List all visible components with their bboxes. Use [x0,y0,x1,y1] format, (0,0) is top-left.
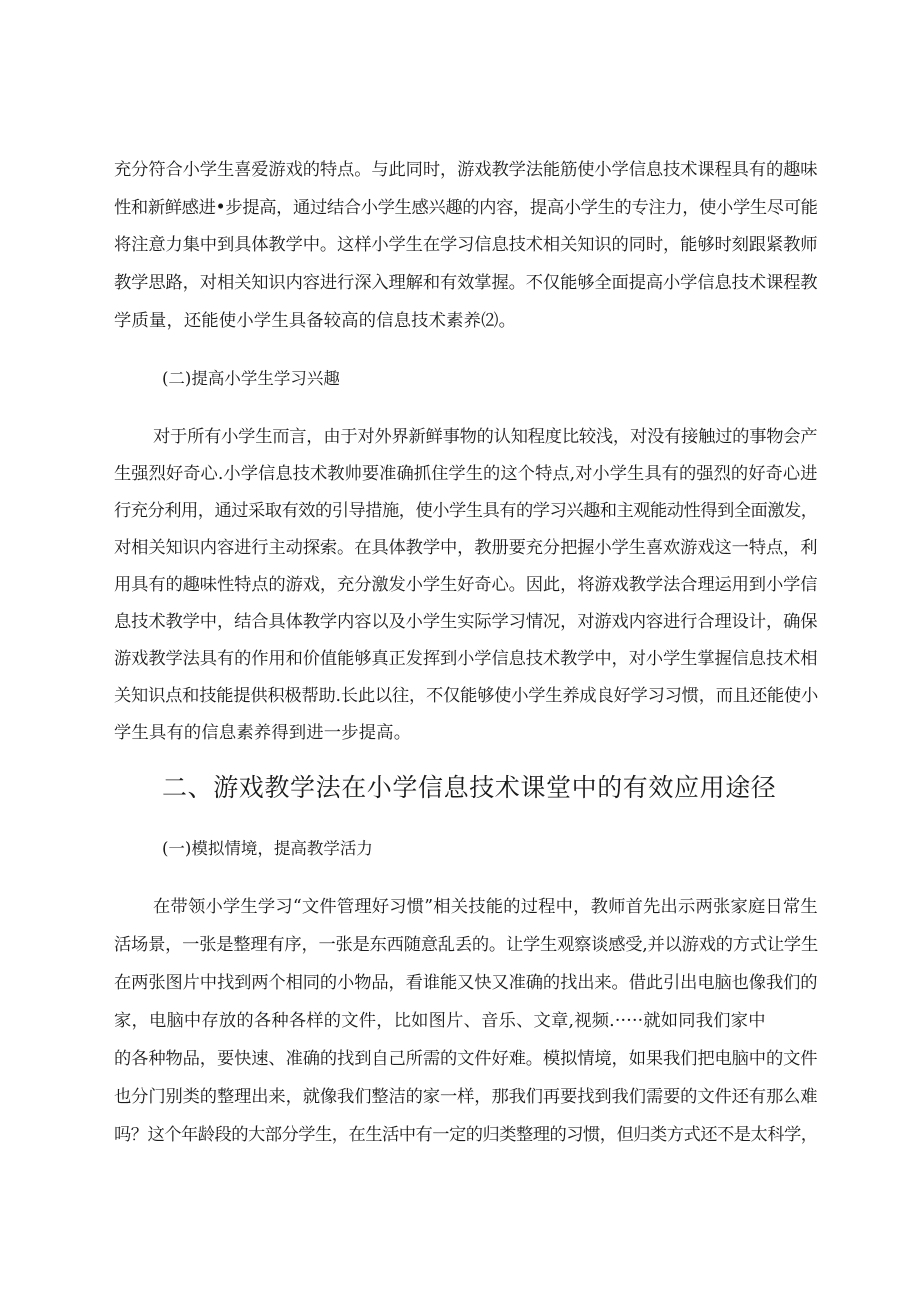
paragraph-2-line: 对相关知识内容进行主动探索。在具体教学中，教册要充分把握小学生喜欢游戏这一特点，利 [114,538,818,558]
paragraph-1-line: 性和新鲜感进•步提高，通过结合小学生感兴趣的内容，提高小学生的专注力，使小学生尽可能 [114,198,818,218]
paragraph-1-line: 将注意力集中到具体教学中。这样小学生在学习信息技术相关知识的同时，能够时刻跟紧教师 [114,235,818,255]
section-heading: 二、游戏教学法在小学信息技术课堂中的有效应用途径 [162,773,777,802]
paragraph-3-line: 在带领小学生学习“文件管理好习惯”相关技能的过程中，教师首先出示两张家庭日常生 [153,897,818,917]
subheading-3: (一)模拟情境，提高教学活力 [162,839,373,858]
paragraph-3-line: 也分门别类的整理出来，就像我们整洁的家一样，那我们再要找到我们需要的文件还有那么难 [114,1087,818,1107]
paragraph-3-line: 家，电脑中存放的各种各样的文件，比如图片、音乐、文章,视频.·····就如同我们家中 [114,1011,766,1031]
paragraph-2-line: 息技术教学中，结合具体教学内容以及小学生实际学习情况，对游戏内容进行合理设计，确保 [114,612,818,632]
paragraph-3-line: 吗？这个年龄段的大部分学生，在生活中有一定的归类整理的习惯，但归类方式还不是太科学， [114,1125,818,1145]
paragraph-1-line: 学质量，还能使小学生具备较高的信息技术素养⑵。 [114,311,517,331]
paragraph-2-line: 对于所有小学生而言，由于对外界新鲜事物的认知程度比较浅，对没有接触过的事物会产 [153,427,818,447]
paragraph-1-line: 教学思路，对相关知识内容进行深入理解和有效掌握。不仅能够全面提高小学信息技术课程教 [114,273,818,293]
paragraph-2-line: 游戏教学法具有的作用和价值能够真正发挥到小学信息技术教学中，对小学生掌握信息技术相 [114,649,818,669]
paragraph-1-line: 充分符合小学生喜爱游戏的特点。与此同时，游戏教学法能筋使小学信息技术课程具有的趣味 [114,160,818,180]
paragraph-2-line: 学生具有的信息素养得到进一步提高。 [114,723,412,743]
subheading-2: (二)提高小学生学习兴趣 [162,369,340,388]
paragraph-3-line: 的各种物品，要快速、准确的找到自己所需的文件好难。模拟情境，如果我们把电脑中的文件 [114,1049,818,1069]
paragraph-3-line: 活场景，一张是整理有序，一张是东西随意乱丢的。让学生观察谈感受,并以游戏的方式让学生 [114,935,818,955]
paragraph-2-line: 生强烈好奇心.小学信息技术教帅要准确抓住学生的这个特点,对小学生具有的强烈的好奇心进 [114,464,818,484]
paragraph-2-line: 行充分利用，通过采取有效的引导措施，使小学生具有的学习兴趣和主观能动性得到全面激发， [114,501,818,521]
paragraph-2-line: 用具有的趣味性特点的游戏，充分激发小学生好奇心。因此，将游戏教学法合理运用到小学信 [114,575,818,595]
paragraph-3-line: 在两张图片中找到两个相同的小物品，看谁能又快又准确的找出来。借此引出电脑也像我们的 [114,973,818,993]
paragraph-2-line: 关知识点和技能提供积极帮助.长此以往，不仅能够使小学生养成良好学习习惯，而且还能使小 [114,686,818,706]
